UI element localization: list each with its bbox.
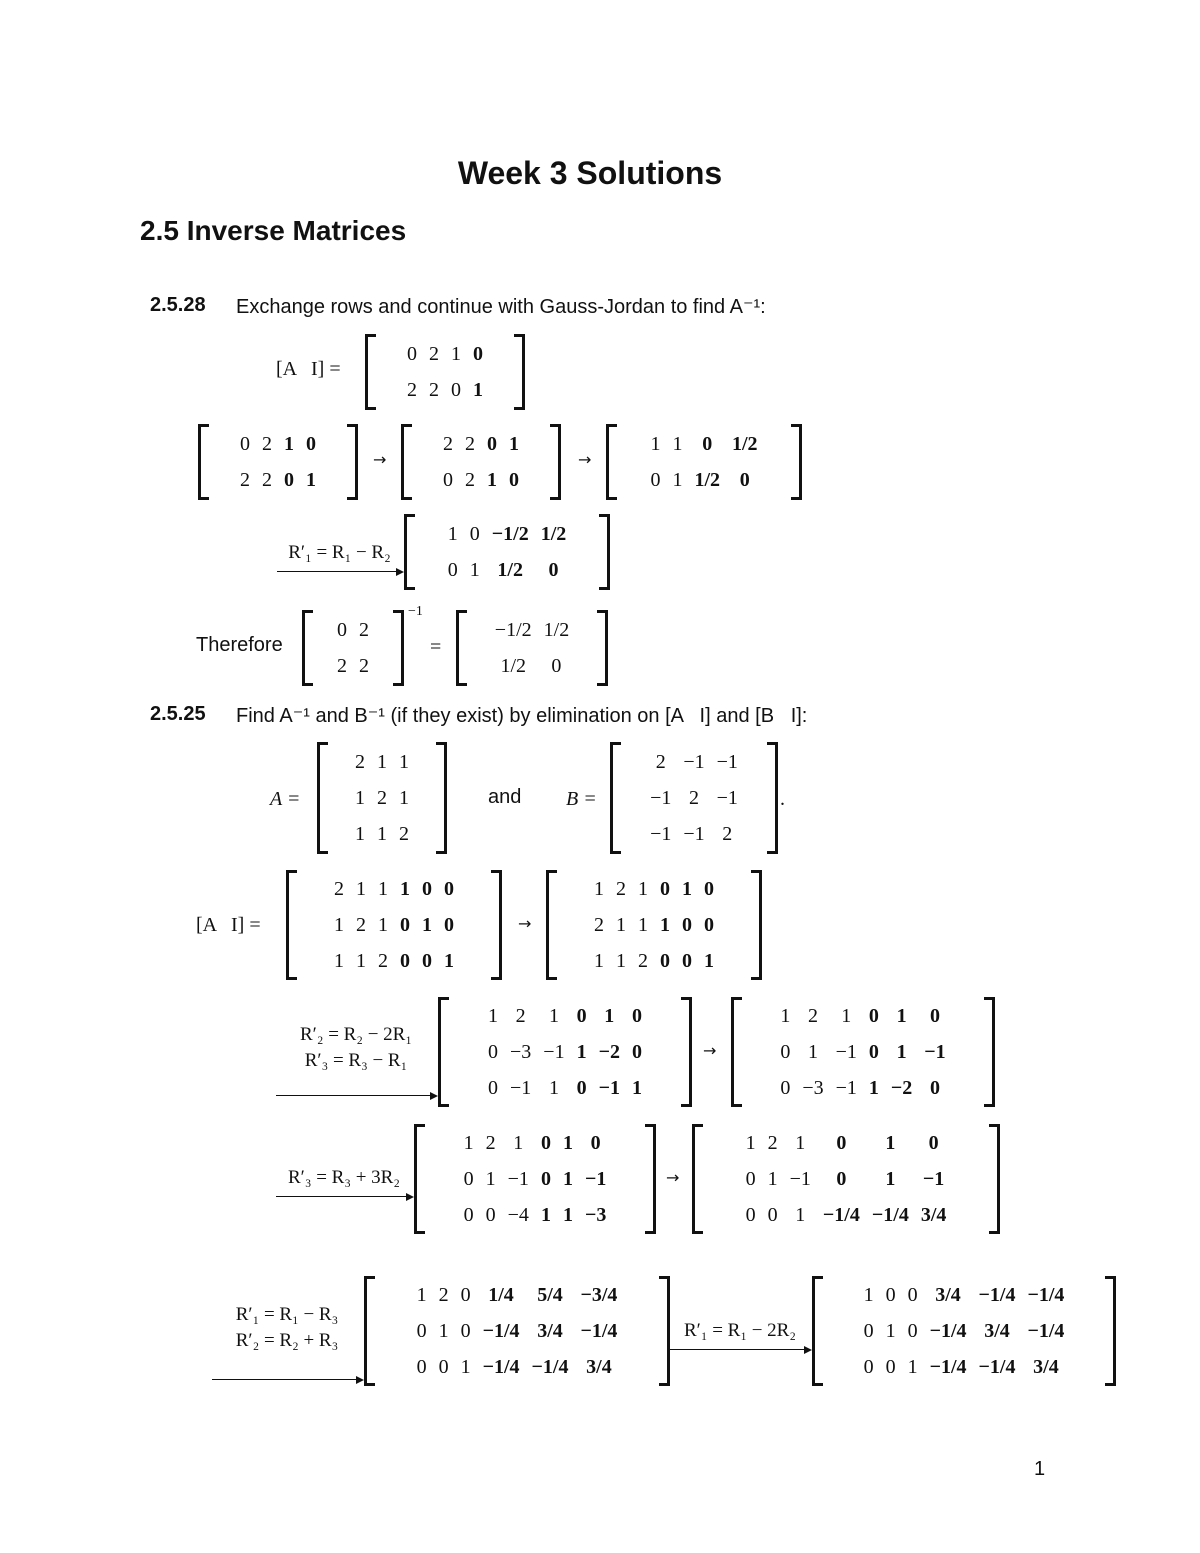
matrix-row xyxy=(437,462,525,498)
problem-number: 2.5.28 xyxy=(150,294,206,316)
matrix-cell: 2 xyxy=(443,433,453,455)
matrix-cell: −4 xyxy=(507,1204,529,1226)
matrix-cell: 0 xyxy=(469,523,480,545)
matrix-cell: 1 xyxy=(631,1077,642,1099)
row-operation: R′₃ = R₃ + 3R₂ xyxy=(276,1165,412,1197)
matrix-cell: 0 xyxy=(400,914,410,936)
matrix-cell: −1/4 xyxy=(1027,1320,1065,1342)
matrix-cell: 1 xyxy=(422,914,432,936)
matrix-row xyxy=(328,907,460,943)
matrix-cell: 1 xyxy=(562,1204,573,1226)
matrix-cell: 0 xyxy=(682,950,692,972)
matrix-row xyxy=(349,744,415,780)
matrix-row xyxy=(411,1313,624,1349)
matrix-cell: 0 xyxy=(438,1356,449,1378)
matrix-cell: 0 xyxy=(739,469,750,491)
page-number: 1 xyxy=(1034,1458,1046,1480)
row-operation: R′₁ = R₁ − 2R₂ xyxy=(670,1318,810,1350)
row-operation: R′₂ = R₂ − 2R₁ R′₃ = R₃ − R₁ xyxy=(276,1022,436,1096)
matrix-row xyxy=(740,1125,953,1161)
matrix-cell: 1 xyxy=(807,1041,818,1063)
matrix-p2-m7 xyxy=(364,1276,670,1386)
matrix-cell: 0 xyxy=(460,1284,471,1306)
matrix-cell: 1 xyxy=(868,1077,879,1099)
matrix-cell: 1 xyxy=(513,1132,524,1154)
matrix-cell: 1 xyxy=(650,433,661,455)
matrix-cell: 2 xyxy=(337,655,347,677)
matrix-cell: 0 xyxy=(928,1132,939,1154)
matrix-label-a: A = xyxy=(270,788,301,810)
matrix-cell: 2 xyxy=(438,1284,449,1306)
matrix-cell: 0 xyxy=(780,1077,791,1099)
matrix-row xyxy=(401,336,489,372)
matrix-cell: 0 xyxy=(885,1356,896,1378)
matrix-row xyxy=(489,648,575,684)
matrix-cell: 0 xyxy=(463,1204,474,1226)
matrix-cell: 1 xyxy=(400,878,410,900)
matrix-cell: 1 xyxy=(355,823,365,845)
page-title: Week 3 Solutions xyxy=(457,155,723,191)
matrix-cell: −1 xyxy=(650,787,672,809)
matrix-p2-m4 xyxy=(731,997,995,1107)
matrix-row xyxy=(644,462,763,498)
matrix-cell: 0 xyxy=(473,343,483,365)
augmented-label: [A I] = xyxy=(276,358,341,380)
matrix-cell: −3 xyxy=(584,1204,607,1226)
matrix-cell: 0 xyxy=(240,433,250,455)
matrix-cell: −1/4 xyxy=(978,1356,1016,1378)
matrix-cell: 1 xyxy=(473,379,483,401)
matrix-cell: 1/2 xyxy=(497,559,523,581)
matrix-row xyxy=(331,612,375,648)
matrix-row xyxy=(740,1197,953,1233)
matrix-cell: 0 xyxy=(702,433,713,455)
matrix-cell: 1 xyxy=(469,559,480,581)
matrix-cell: 0 xyxy=(660,950,670,972)
matrix-cell: 1 xyxy=(767,1168,778,1190)
matrix-cell: 1/2 xyxy=(543,619,570,641)
row-operation: R′₁ = R₁ − R₃ R′₂ = R₂ + R₃ xyxy=(212,1302,362,1380)
matrix-a xyxy=(317,742,447,854)
matrix-cell: 0 xyxy=(907,1284,918,1306)
matrix-cell: 1 xyxy=(451,343,461,365)
matrix-cell: 0 xyxy=(704,878,714,900)
matrix-cell: −1 xyxy=(922,1168,945,1190)
matrix-cell: 1 xyxy=(334,950,344,972)
matrix-cell: 1 xyxy=(795,1204,806,1226)
matrix-cell: 1 xyxy=(896,1041,907,1063)
matrix-cell: 2 xyxy=(767,1132,778,1154)
matrix-cell: 0 xyxy=(284,469,294,491)
matrix-cell: 1 xyxy=(562,1168,573,1190)
matrix-cell: 2 xyxy=(465,433,475,455)
matrix-row xyxy=(858,1349,1071,1385)
matrix-cell: 1 xyxy=(682,878,692,900)
matrix-row xyxy=(644,426,763,462)
matrix-row xyxy=(588,943,720,979)
matrix-row xyxy=(774,998,951,1034)
matrix-p2-m5 xyxy=(414,1124,656,1234)
matrix-row xyxy=(774,1034,951,1070)
matrix-cell: 2 xyxy=(485,1132,496,1154)
matrix-cell: −1/4 xyxy=(929,1356,967,1378)
matrix-cell: 0 xyxy=(488,1077,499,1099)
period: . xyxy=(780,788,785,810)
matrix-cell: 2 xyxy=(429,343,439,365)
matrix-row xyxy=(588,871,720,907)
matrix-cell: 3/4 xyxy=(586,1356,612,1378)
matrix-p1-input xyxy=(302,610,404,686)
matrix-cell: 1 xyxy=(488,1005,499,1027)
matrix-cell: 2 xyxy=(407,379,417,401)
matrix-row xyxy=(234,426,322,462)
matrix-cell: 1 xyxy=(885,1168,896,1190)
matrix-cell: 1 xyxy=(604,1005,615,1027)
matrix-cell: −1 xyxy=(789,1168,811,1190)
matrix-cell: 2 xyxy=(377,787,387,809)
matrix-cell: 2 xyxy=(356,914,366,936)
matrix-cell: 0 xyxy=(767,1204,778,1226)
matrix-cell: 1 xyxy=(284,433,294,455)
matrix-cell: 2 xyxy=(240,469,250,491)
right-arrow-icon: → xyxy=(578,450,592,469)
matrix-cell: 2 xyxy=(262,469,272,491)
matrix-cell: −1 xyxy=(716,787,738,809)
matrix-row xyxy=(442,516,573,552)
matrix-cell: −1/4 xyxy=(871,1204,909,1226)
matrix-cell: 1 xyxy=(885,1132,896,1154)
matrix-cell: 3/4 xyxy=(1033,1356,1059,1378)
matrix-cell: 1 xyxy=(885,1320,896,1342)
matrix-cell: 0 xyxy=(907,1320,918,1342)
matrix-cell: 1 xyxy=(399,787,409,809)
matrix-cell: 1 xyxy=(616,950,626,972)
problem-text: Find A⁻¹ and B⁻¹ (if they exist) by elimination on [A I] and [B I]: xyxy=(236,705,808,727)
matrix-cell: −1 xyxy=(650,823,672,845)
matrix-cell: 1 xyxy=(416,1284,427,1306)
matrix-cell: 1 xyxy=(377,823,387,845)
matrix-row xyxy=(401,372,489,408)
matrix-cell: 1 xyxy=(485,1168,496,1190)
matrix-p1-step3 xyxy=(606,424,802,500)
augmented-label: [A I] = xyxy=(196,914,261,936)
right-arrow-icon: → xyxy=(518,914,532,933)
matrix-cell: 1 xyxy=(594,878,604,900)
right-arrow-icon: → xyxy=(703,1041,717,1060)
matrix-cell: 1 xyxy=(638,878,648,900)
matrix-cell: 1/2 xyxy=(732,433,758,455)
matrix-cell: 0 xyxy=(400,950,410,972)
matrix-cell: −1/4 xyxy=(978,1284,1016,1306)
matrix-p2-m3 xyxy=(438,997,692,1107)
matrix-cell: 1 xyxy=(576,1041,587,1063)
matrix-cell: 1 xyxy=(399,751,409,773)
matrix-cell: 2 xyxy=(807,1005,818,1027)
matrix-cell: 1 xyxy=(509,433,519,455)
matrix-cell: 0 xyxy=(488,1041,499,1063)
matrix-cell: −1 xyxy=(543,1041,565,1063)
matrix-cell: 0 xyxy=(443,469,453,491)
matrix-cell: 0 xyxy=(576,1077,587,1099)
section-heading: 2.5 Inverse Matrices xyxy=(140,215,407,246)
matrix-row xyxy=(328,943,460,979)
matrix-cell: 0 xyxy=(540,1132,551,1154)
row-operation: R′₁ = R₁ − R₂ xyxy=(277,540,402,572)
matrix-row xyxy=(644,816,744,852)
matrix-cell: −1 xyxy=(683,751,705,773)
matrix-cell: 2 xyxy=(638,950,648,972)
matrix-cell: −1/2 xyxy=(494,619,532,641)
matrix-p1-inverse xyxy=(456,610,608,686)
matrix-cell: 1 xyxy=(377,751,387,773)
matrix-cell: 1 xyxy=(863,1284,874,1306)
matrix-p1-step1 xyxy=(198,424,358,500)
matrix-row xyxy=(644,744,744,780)
matrix-cell: 1 xyxy=(378,914,388,936)
matrix-cell: 2 xyxy=(515,1005,526,1027)
matrix-row xyxy=(740,1161,953,1197)
matrix-row xyxy=(458,1125,613,1161)
matrix-cell: 0 xyxy=(337,619,347,641)
matrix-cell: 0 xyxy=(745,1204,756,1226)
matrix-cell: 0 xyxy=(929,1077,940,1099)
matrix-cell: 1/2 xyxy=(500,655,526,677)
matrix-cell: −1/4 xyxy=(822,1204,860,1226)
matrix-cell: 0 xyxy=(631,1041,642,1063)
matrix-row xyxy=(411,1349,624,1385)
matrix-cell: 2 xyxy=(399,823,409,845)
matrix-cell: 1 xyxy=(780,1005,791,1027)
matrix-cell: 3/4 xyxy=(537,1320,563,1342)
matrix-cell: 2 xyxy=(355,751,365,773)
matrix-cell: 1 xyxy=(306,469,316,491)
matrix-p1-step4 xyxy=(404,514,610,590)
therefore-label: Therefore xyxy=(196,634,283,656)
matrix-cell: 1 xyxy=(356,950,366,972)
matrix-cell: −3 xyxy=(510,1041,532,1063)
matrix-cell: 1/2 xyxy=(540,523,567,545)
matrix-cell: 2 xyxy=(594,914,604,936)
matrix-row xyxy=(328,871,460,907)
inverse-superscript: −1 xyxy=(408,604,423,619)
matrix-cell: −1/4 xyxy=(482,1320,520,1342)
matrix-cell: 0 xyxy=(885,1284,896,1306)
matrix-cell: 0 xyxy=(868,1005,879,1027)
matrix-row xyxy=(858,1313,1071,1349)
matrix-cell: 2 xyxy=(262,433,272,455)
matrix-cell: −2 xyxy=(890,1077,913,1099)
matrix-cell: 0 xyxy=(444,878,454,900)
equals-sign: = xyxy=(430,636,442,658)
matrix-row xyxy=(482,1034,648,1070)
matrix-cell: 2 xyxy=(359,655,369,677)
matrix-cell: 2 xyxy=(689,787,699,809)
matrix-cell: 1 xyxy=(660,914,670,936)
matrix-cell: −3 xyxy=(802,1077,824,1099)
right-arrow-icon: → xyxy=(373,450,387,469)
matrix-cell: 1 xyxy=(540,1204,551,1226)
matrix-cell: 2 xyxy=(359,619,369,641)
matrix-p2-m8 xyxy=(812,1276,1116,1386)
matrix-cell: 1 xyxy=(378,878,388,900)
matrix-row xyxy=(482,1070,648,1106)
matrix-row xyxy=(588,907,720,943)
matrix-cell: 1 xyxy=(907,1356,918,1378)
matrix-cell: 1 xyxy=(463,1132,474,1154)
matrix-cell: 1 xyxy=(672,469,683,491)
matrix-cell: 0 xyxy=(306,433,316,455)
matrix-cell: 0 xyxy=(540,1168,551,1190)
matrix-cell: −1/4 xyxy=(580,1320,618,1342)
matrix-cell: 2 xyxy=(378,950,388,972)
matrix-cell: 0 xyxy=(836,1132,847,1154)
matrix-row xyxy=(489,612,575,648)
matrix-cell: −1 xyxy=(507,1168,529,1190)
matrix-row xyxy=(331,648,375,684)
matrix-cell: 0 xyxy=(416,1320,427,1342)
matrix-cell: 3/4 xyxy=(984,1320,1010,1342)
matrix-cell: 1 xyxy=(562,1132,573,1154)
matrix-row xyxy=(437,426,525,462)
matrix-row xyxy=(442,552,573,588)
matrix-cell: 0 xyxy=(407,343,417,365)
matrix-row xyxy=(644,780,744,816)
matrix-cell: −1 xyxy=(584,1168,607,1190)
matrix-cell: 5/4 xyxy=(537,1284,563,1306)
matrix-row xyxy=(234,462,322,498)
matrix-p2-m1 xyxy=(286,870,502,980)
matrix-cell: 0 xyxy=(863,1356,874,1378)
matrix-cell: 0 xyxy=(868,1041,879,1063)
matrix-cell: −1/4 xyxy=(482,1356,520,1378)
matrix-row xyxy=(411,1277,624,1313)
matrix-cell: 2 xyxy=(465,469,475,491)
matrix-cell: 2 xyxy=(616,878,626,900)
matrix-cell: 1 xyxy=(638,914,648,936)
matrix-cell: 1 xyxy=(487,469,497,491)
matrix-cell: 0 xyxy=(631,1005,642,1027)
matrix-cell: 0 xyxy=(551,655,562,677)
matrix-cell: 1 xyxy=(594,950,604,972)
matrix-cell: 0 xyxy=(485,1204,496,1226)
matrix-cell: 1 xyxy=(672,433,683,455)
matrix-cell: 1 xyxy=(745,1132,756,1154)
matrix-cell: −1 xyxy=(598,1077,620,1099)
matrix-cell: 1 xyxy=(896,1005,907,1027)
matrix-cell: 1 xyxy=(616,914,626,936)
matrix-cell: 1 xyxy=(795,1132,806,1154)
matrix-row xyxy=(349,816,415,852)
matrix-row xyxy=(858,1277,1071,1313)
matrix-cell: 0 xyxy=(422,878,432,900)
matrix-cell: 2 xyxy=(722,823,733,845)
and-label: and xyxy=(488,786,522,808)
matrix-label-b: B = xyxy=(566,788,597,810)
right-arrow-icon: → xyxy=(666,1168,680,1187)
matrix-cell: 0 xyxy=(548,559,559,581)
matrix-cell: 3/4 xyxy=(920,1204,947,1226)
matrix-cell: −1 xyxy=(716,751,738,773)
matrix-row xyxy=(458,1161,613,1197)
matrix-cell: 2 xyxy=(429,379,439,401)
matrix-cell: 1 xyxy=(355,787,365,809)
matrix-cell: 0 xyxy=(422,950,432,972)
matrix-row xyxy=(482,998,648,1034)
matrix-cell: −1/2 xyxy=(491,523,529,545)
matrix-cell: 1 xyxy=(548,1005,559,1027)
matrix-cell: 0 xyxy=(863,1320,874,1342)
matrix-cell: −1/4 xyxy=(531,1356,569,1378)
matrix-cell: 0 xyxy=(780,1041,791,1063)
matrix-row xyxy=(774,1070,951,1106)
matrix-cell: 0 xyxy=(463,1168,474,1190)
problem-number: 2.5.25 xyxy=(150,703,206,725)
matrix-cell: 1 xyxy=(704,950,714,972)
matrix-cell: 0 xyxy=(660,878,670,900)
matrix-cell: 0 xyxy=(704,914,714,936)
matrix-cell: 1 xyxy=(841,1005,852,1027)
matrix-cell: 1/4 xyxy=(488,1284,514,1306)
matrix-cell: 0 xyxy=(451,379,461,401)
matrix-p1-step2 xyxy=(401,424,561,500)
matrix-cell: 0 xyxy=(590,1132,601,1154)
matrix-cell: 1 xyxy=(356,878,366,900)
matrix-cell: 3/4 xyxy=(935,1284,961,1306)
matrix-cell: 0 xyxy=(487,433,497,455)
matrix-row xyxy=(349,780,415,816)
matrix-cell: 0 xyxy=(650,469,661,491)
matrix-cell: −2 xyxy=(598,1041,620,1063)
matrix-p2-m6 xyxy=(692,1124,1000,1234)
matrix-cell: 0 xyxy=(745,1168,756,1190)
matrix-cell: 0 xyxy=(682,914,692,936)
matrix-cell: 0 xyxy=(929,1005,940,1027)
matrix-cell: −1/4 xyxy=(1027,1284,1065,1306)
matrix-cell: 0 xyxy=(576,1005,587,1027)
matrix-cell: −1 xyxy=(510,1077,532,1099)
matrix-cell: 0 xyxy=(460,1320,471,1342)
matrix-cell: 0 xyxy=(509,469,519,491)
matrix-cell: 1 xyxy=(460,1356,471,1378)
matrix-cell: 1 xyxy=(548,1077,559,1099)
matrix-cell: 1/2 xyxy=(694,469,720,491)
matrix-cell: 0 xyxy=(447,559,458,581)
matrix-cell: −3/4 xyxy=(580,1284,618,1306)
matrix-cell: 1 xyxy=(447,523,458,545)
matrix-cell: 0 xyxy=(836,1168,847,1190)
matrix-cell: 1 xyxy=(444,950,454,972)
matrix-cell: 2 xyxy=(334,878,344,900)
matrix-cell: −1 xyxy=(835,1077,857,1099)
matrix-cell: 2 xyxy=(655,751,666,773)
matrix-cell: −1 xyxy=(924,1041,946,1063)
matrix-p1-aug xyxy=(365,334,525,410)
matrix-b xyxy=(610,742,778,854)
matrix-cell: −1 xyxy=(683,823,705,845)
matrix-cell: −1 xyxy=(835,1041,857,1063)
problem-text: Exchange rows and continue with Gauss-Jordan to find A⁻¹: xyxy=(236,296,766,318)
matrix-cell: 1 xyxy=(334,914,344,936)
matrix-row xyxy=(458,1197,613,1233)
matrix-cell: 0 xyxy=(416,1356,427,1378)
matrix-cell: 0 xyxy=(444,914,454,936)
matrix-cell: −1/4 xyxy=(929,1320,967,1342)
matrix-p2-m2 xyxy=(546,870,762,980)
matrix-cell: 1 xyxy=(438,1320,449,1342)
